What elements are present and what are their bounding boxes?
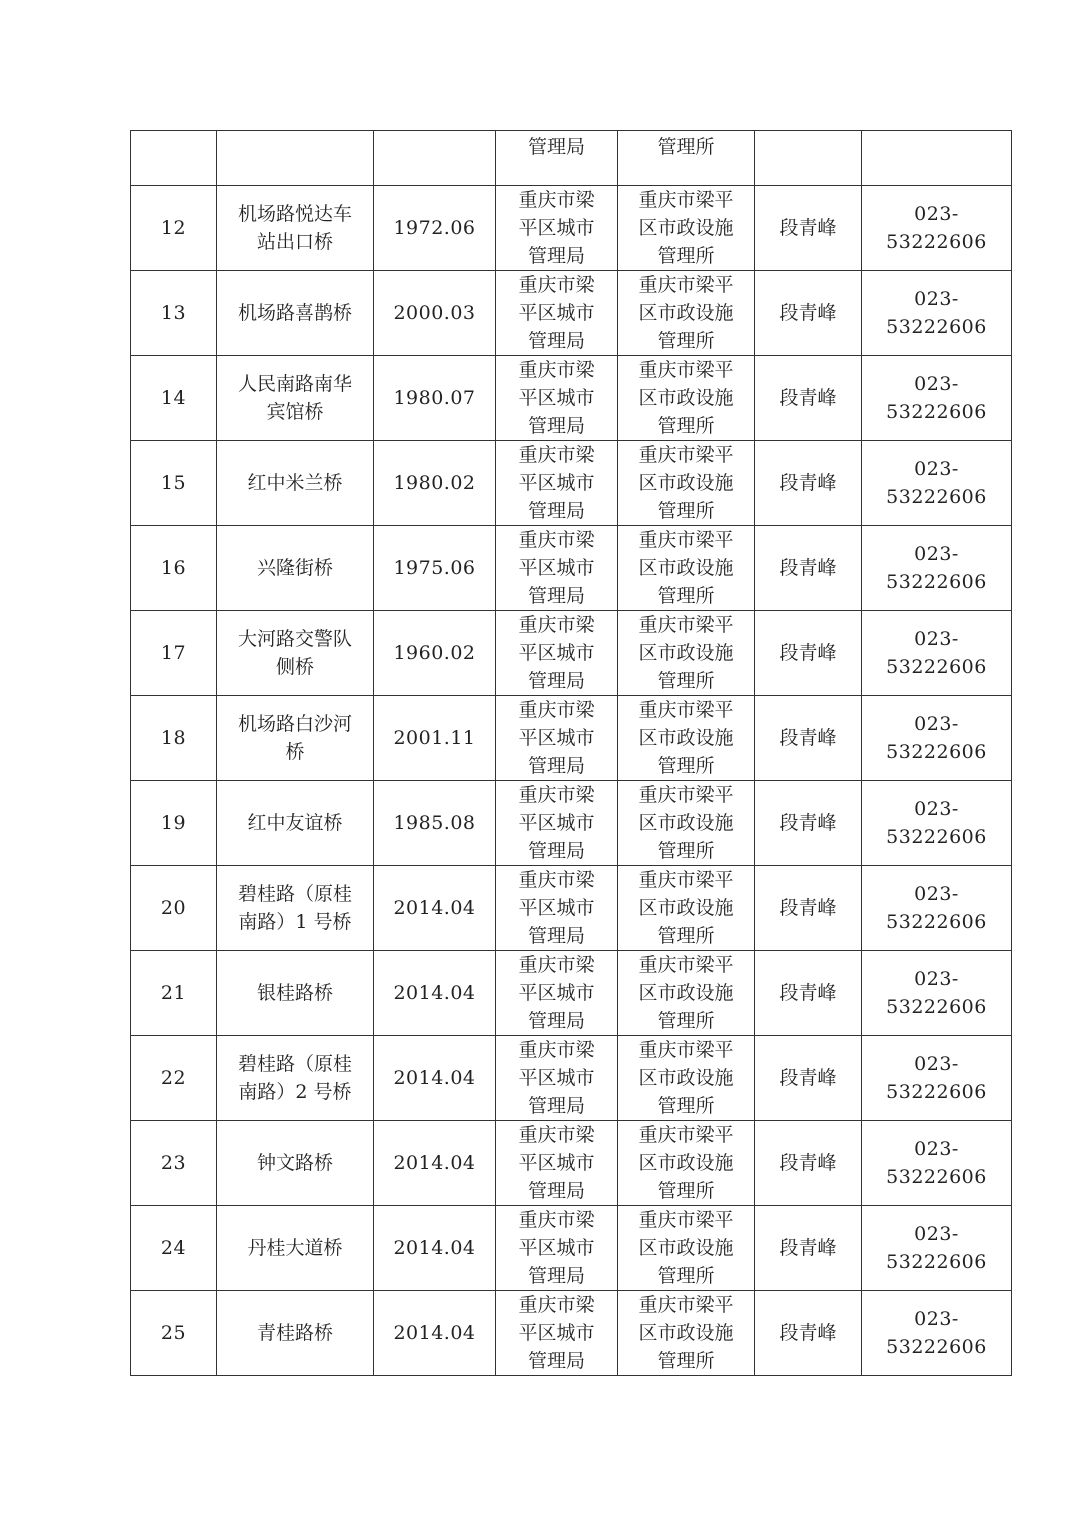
cell-name-text: 碧桂路（原桂 南路）1 号桥 bbox=[237, 883, 352, 933]
cell-contact bbox=[755, 131, 862, 186]
cell-no-text: 24 bbox=[160, 1237, 187, 1259]
table-row bbox=[131, 271, 1012, 356]
cell-phone bbox=[862, 781, 1012, 866]
cell-contact bbox=[755, 1121, 862, 1206]
bridge-table bbox=[130, 130, 1012, 1376]
cell-unit bbox=[618, 781, 755, 866]
cell-phone bbox=[862, 356, 1012, 441]
cell-name-text: 碧桂路（原桂 南路）2 号桥 bbox=[237, 1053, 352, 1103]
cell-no-text: 22 bbox=[160, 1067, 187, 1089]
cell-no bbox=[131, 1291, 217, 1376]
cell-name-text: 机场路悦达车 站出口桥 bbox=[237, 203, 352, 253]
cell-unit bbox=[618, 951, 755, 1036]
cell-built-text: 2014.04 bbox=[393, 1152, 476, 1174]
cell-built bbox=[374, 526, 496, 611]
cell-phone-text: 023-53222606 bbox=[886, 798, 987, 848]
cell-authority bbox=[496, 1036, 618, 1121]
cell-name-text: 大河路交警队 侧桥 bbox=[237, 628, 352, 678]
cell-built-text: 2014.04 bbox=[393, 1237, 476, 1259]
cell-no-text: 23 bbox=[160, 1152, 187, 1174]
cell-name bbox=[217, 356, 374, 441]
cell-no bbox=[131, 186, 217, 271]
table-row bbox=[131, 441, 1012, 526]
cell-built-text: 2000.03 bbox=[393, 302, 476, 324]
cell-phone-text: 023-53222606 bbox=[886, 458, 987, 508]
cell-no bbox=[131, 611, 217, 696]
cell-phone bbox=[862, 951, 1012, 1036]
cell-name bbox=[217, 271, 374, 356]
cell-unit bbox=[618, 696, 755, 781]
table-row bbox=[131, 526, 1012, 611]
cell-contact-text: 段青峰 bbox=[779, 812, 837, 834]
table-row bbox=[131, 1206, 1012, 1291]
cell-unit-text: 重庆市梁平 区市政设施 管理所 bbox=[638, 189, 734, 267]
cell-contact-text: 段青峰 bbox=[779, 982, 837, 1004]
cell-phone-text: 023-53222606 bbox=[886, 713, 987, 763]
cell-no-text: 19 bbox=[160, 812, 187, 834]
cell-name bbox=[217, 441, 374, 526]
cell-authority-text: 重庆市梁 平区城市 管理局 bbox=[518, 189, 595, 267]
cell-phone-text: 023-53222606 bbox=[886, 203, 987, 253]
cell-authority bbox=[496, 526, 618, 611]
cell-unit-text: 重庆市梁平 区市政设施 管理所 bbox=[638, 274, 734, 352]
table-row bbox=[131, 1036, 1012, 1121]
cell-built bbox=[374, 951, 496, 1036]
cell-no-text: 15 bbox=[160, 472, 187, 494]
cell-no bbox=[131, 951, 217, 1036]
cell-authority bbox=[496, 186, 618, 271]
table-body bbox=[131, 131, 1012, 1376]
cell-no-text: 16 bbox=[160, 557, 187, 579]
cell-unit bbox=[618, 1206, 755, 1291]
table-row bbox=[131, 951, 1012, 1036]
cell-unit bbox=[618, 866, 755, 951]
cell-authority bbox=[496, 611, 618, 696]
cell-contact bbox=[755, 781, 862, 866]
cell-name bbox=[217, 1291, 374, 1376]
cell-no bbox=[131, 696, 217, 781]
cell-contact-text: 段青峰 bbox=[779, 387, 837, 409]
cell-phone-text: 023-53222606 bbox=[886, 1053, 987, 1103]
cell-built-text: 1980.07 bbox=[393, 387, 476, 409]
cell-name bbox=[217, 131, 374, 186]
cell-authority-text: 重庆市梁 平区城市 管理局 bbox=[518, 784, 595, 862]
cell-name-text: 红中米兰桥 bbox=[247, 472, 343, 494]
cell-phone-text: 023-53222606 bbox=[886, 1138, 987, 1188]
cell-contact-text: 段青峰 bbox=[779, 1067, 837, 1089]
cell-name bbox=[217, 781, 374, 866]
table-row bbox=[131, 781, 1012, 866]
cell-unit-text: 重庆市梁平 区市政设施 管理所 bbox=[638, 529, 734, 607]
cell-built bbox=[374, 441, 496, 526]
cell-phone bbox=[862, 1291, 1012, 1376]
cell-contact-text: 段青峰 bbox=[779, 472, 837, 494]
cell-contact-text: 段青峰 bbox=[779, 642, 837, 664]
cell-name-text: 银桂路桥 bbox=[256, 982, 333, 1004]
cell-phone bbox=[862, 1121, 1012, 1206]
cell-built bbox=[374, 356, 496, 441]
cell-name bbox=[217, 1206, 374, 1291]
cell-name-text: 机场路白沙河 桥 bbox=[237, 713, 352, 763]
cell-name bbox=[217, 1036, 374, 1121]
cell-contact bbox=[755, 1206, 862, 1291]
cell-unit-text: 重庆市梁平 区市政设施 管理所 bbox=[638, 954, 734, 1032]
cell-contact bbox=[755, 866, 862, 951]
cell-contact bbox=[755, 611, 862, 696]
cell-built bbox=[374, 696, 496, 781]
cell-unit-text: 重庆市梁平 区市政设施 管理所 bbox=[638, 1124, 734, 1202]
cell-name-text: 机场路喜鹊桥 bbox=[237, 302, 352, 324]
cell-unit: 管理所 bbox=[618, 131, 755, 186]
cell-phone-text: 023-53222606 bbox=[886, 1223, 987, 1273]
cell-authority bbox=[496, 441, 618, 526]
cell-authority bbox=[496, 356, 618, 441]
cell-name bbox=[217, 951, 374, 1036]
cell-name bbox=[217, 526, 374, 611]
cell-no-text: 20 bbox=[160, 897, 187, 919]
cell-contact-text: 段青峰 bbox=[779, 727, 837, 749]
cell-unit bbox=[618, 526, 755, 611]
cell-unit-text: 重庆市梁平 区市政设施 管理所 bbox=[638, 614, 734, 692]
cell-contact bbox=[755, 441, 862, 526]
cell-authority-text: 重庆市梁 平区城市 管理局 bbox=[518, 359, 595, 437]
cell-authority bbox=[496, 951, 618, 1036]
cell-built bbox=[374, 186, 496, 271]
cell-no bbox=[131, 1121, 217, 1206]
cell-no-text: 13 bbox=[160, 302, 187, 324]
cell-phone bbox=[862, 441, 1012, 526]
cell-no-text: 14 bbox=[160, 387, 187, 409]
cell-unit bbox=[618, 186, 755, 271]
table-row bbox=[131, 611, 1012, 696]
cell-unit-text: 重庆市梁平 区市政设施 管理所 bbox=[638, 869, 734, 947]
cell-authority bbox=[496, 1121, 618, 1206]
table-row-continued bbox=[131, 131, 1012, 186]
cell-authority-text: 重庆市梁 平区城市 管理局 bbox=[518, 1039, 595, 1117]
cell-built-text: 2014.04 bbox=[393, 1322, 476, 1344]
cell-built bbox=[374, 611, 496, 696]
cell-phone bbox=[862, 271, 1012, 356]
cell-name bbox=[217, 186, 374, 271]
cell-name-text: 人民南路南华 宾馆桥 bbox=[237, 373, 352, 423]
cell-built-text: 1975.06 bbox=[393, 557, 476, 579]
cell-no bbox=[131, 441, 217, 526]
cell-built-text: 1985.08 bbox=[393, 812, 476, 834]
cell-built bbox=[374, 131, 496, 186]
table-row bbox=[131, 1121, 1012, 1206]
cell-unit bbox=[618, 1036, 755, 1121]
cell-no bbox=[131, 526, 217, 611]
cell-phone bbox=[862, 131, 1012, 186]
cell-authority-text: 重庆市梁 平区城市 管理局 bbox=[518, 274, 595, 352]
cell-contact bbox=[755, 696, 862, 781]
cell-contact-text: 段青峰 bbox=[779, 1237, 837, 1259]
cell-no-text: 25 bbox=[160, 1322, 187, 1344]
cell-phone-text: 023-53222606 bbox=[886, 543, 987, 593]
cell-contact-text: 段青峰 bbox=[779, 217, 837, 239]
cell-no bbox=[131, 1036, 217, 1121]
cell-unit-text: 重庆市梁平 区市政设施 管理所 bbox=[638, 1039, 734, 1117]
cell-built bbox=[374, 1121, 496, 1206]
table-row bbox=[131, 696, 1012, 781]
cell-phone-text: 023-53222606 bbox=[886, 373, 987, 423]
cell-unit bbox=[618, 1121, 755, 1206]
cell-unit bbox=[618, 271, 755, 356]
cell-authority bbox=[496, 696, 618, 781]
cell-name-text: 丹桂大道桥 bbox=[247, 1237, 343, 1259]
table-row bbox=[131, 866, 1012, 951]
cell-contact bbox=[755, 186, 862, 271]
cell-unit bbox=[618, 356, 755, 441]
cell-authority-text: 重庆市梁 平区城市 管理局 bbox=[518, 954, 595, 1032]
cell-built-text: 1972.06 bbox=[393, 217, 476, 239]
cell-phone bbox=[862, 526, 1012, 611]
cell-name bbox=[217, 611, 374, 696]
cell-unit bbox=[618, 611, 755, 696]
cell-built bbox=[374, 1036, 496, 1121]
cell-contact bbox=[755, 356, 862, 441]
cell-built-text: 2014.04 bbox=[393, 982, 476, 1004]
table-row bbox=[131, 186, 1012, 271]
cell-authority-text: 重庆市梁 平区城市 管理局 bbox=[518, 869, 595, 947]
cell-phone bbox=[862, 866, 1012, 951]
cell-name bbox=[217, 1121, 374, 1206]
cell-phone bbox=[862, 1206, 1012, 1291]
cell-phone-text: 023-53222606 bbox=[886, 628, 987, 678]
cell-name bbox=[217, 696, 374, 781]
cell-authority bbox=[496, 1206, 618, 1291]
cell-contact bbox=[755, 1036, 862, 1121]
cell-contact bbox=[755, 526, 862, 611]
cell-phone-text: 023-53222606 bbox=[886, 1308, 987, 1358]
cell-built bbox=[374, 271, 496, 356]
cell-built-text: 1960.02 bbox=[393, 642, 476, 664]
cell-built-text: 2014.04 bbox=[393, 897, 476, 919]
cell-contact bbox=[755, 951, 862, 1036]
cell-built-text: 2001.11 bbox=[393, 727, 476, 749]
cell-contact bbox=[755, 271, 862, 356]
cell-no-text: 21 bbox=[160, 982, 187, 1004]
cell-authority-text: 重庆市梁 平区城市 管理局 bbox=[518, 529, 595, 607]
table-row bbox=[131, 356, 1012, 441]
cell-authority bbox=[496, 781, 618, 866]
cell-name-text: 兴隆街桥 bbox=[256, 557, 333, 579]
cell-unit-text: 重庆市梁平 区市政设施 管理所 bbox=[638, 699, 734, 777]
cell-authority bbox=[496, 271, 618, 356]
cell-authority-text: 重庆市梁 平区城市 管理局 bbox=[518, 1124, 595, 1202]
cell-no-text: 12 bbox=[160, 217, 187, 239]
cell-phone bbox=[862, 696, 1012, 781]
cell-phone bbox=[862, 1036, 1012, 1121]
cell-contact-text: 段青峰 bbox=[779, 897, 837, 919]
cell-unit-text: 重庆市梁平 区市政设施 管理所 bbox=[638, 1294, 734, 1372]
cell-unit-text: 重庆市梁平 区市政设施 管理所 bbox=[638, 444, 734, 522]
cell-contact-text: 段青峰 bbox=[779, 302, 837, 324]
cell-no bbox=[131, 356, 217, 441]
cell-no bbox=[131, 781, 217, 866]
cell-name bbox=[217, 866, 374, 951]
cell-unit-text: 重庆市梁平 区市政设施 管理所 bbox=[638, 1209, 734, 1287]
cell-contact-text: 段青峰 bbox=[779, 1322, 837, 1344]
cell-unit-text: 重庆市梁平 区市政设施 管理所 bbox=[638, 359, 734, 437]
cell-contact bbox=[755, 1291, 862, 1376]
cell-authority-text: 重庆市梁 平区城市 管理局 bbox=[518, 614, 595, 692]
cell-built bbox=[374, 781, 496, 866]
table-row bbox=[131, 1291, 1012, 1376]
cell-authority-text: 重庆市梁 平区城市 管理局 bbox=[518, 699, 595, 777]
cell-built bbox=[374, 866, 496, 951]
cell-built bbox=[374, 1206, 496, 1291]
cell-authority-text: 重庆市梁 平区城市 管理局 bbox=[518, 444, 595, 522]
cell-no bbox=[131, 271, 217, 356]
cell-authority-text: 重庆市梁 平区城市 管理局 bbox=[518, 1209, 595, 1287]
cell-phone-text: 023-53222606 bbox=[886, 883, 987, 933]
cell-phone bbox=[862, 186, 1012, 271]
cell-phone-text: 023-53222606 bbox=[886, 288, 987, 338]
cell-authority-text: 重庆市梁 平区城市 管理局 bbox=[518, 1294, 595, 1372]
cell-built-text: 2014.04 bbox=[393, 1067, 476, 1089]
cell-no bbox=[131, 1206, 217, 1291]
cell-name-text: 青桂路桥 bbox=[256, 1322, 333, 1344]
cell-name-text: 钟文路桥 bbox=[256, 1152, 333, 1174]
cell-built bbox=[374, 1291, 496, 1376]
cell-no-text: 17 bbox=[160, 642, 187, 664]
cell-phone bbox=[862, 611, 1012, 696]
cell-authority bbox=[496, 1291, 618, 1376]
cell-contact-text: 段青峰 bbox=[779, 1152, 837, 1174]
cell-unit-text: 重庆市梁平 区市政设施 管理所 bbox=[638, 784, 734, 862]
cell-built-text: 1980.02 bbox=[393, 472, 476, 494]
cell-no bbox=[131, 866, 217, 951]
cell-unit bbox=[618, 441, 755, 526]
cell-authority bbox=[496, 866, 618, 951]
cell-authority: 管理局 bbox=[496, 131, 618, 186]
cell-no bbox=[131, 131, 217, 186]
cell-name-text: 红中友谊桥 bbox=[247, 812, 343, 834]
cell-phone-text: 023-53222606 bbox=[886, 968, 987, 1018]
cell-contact-text: 段青峰 bbox=[779, 557, 837, 579]
cell-no-text: 18 bbox=[160, 727, 187, 749]
cell-unit bbox=[618, 1291, 755, 1376]
